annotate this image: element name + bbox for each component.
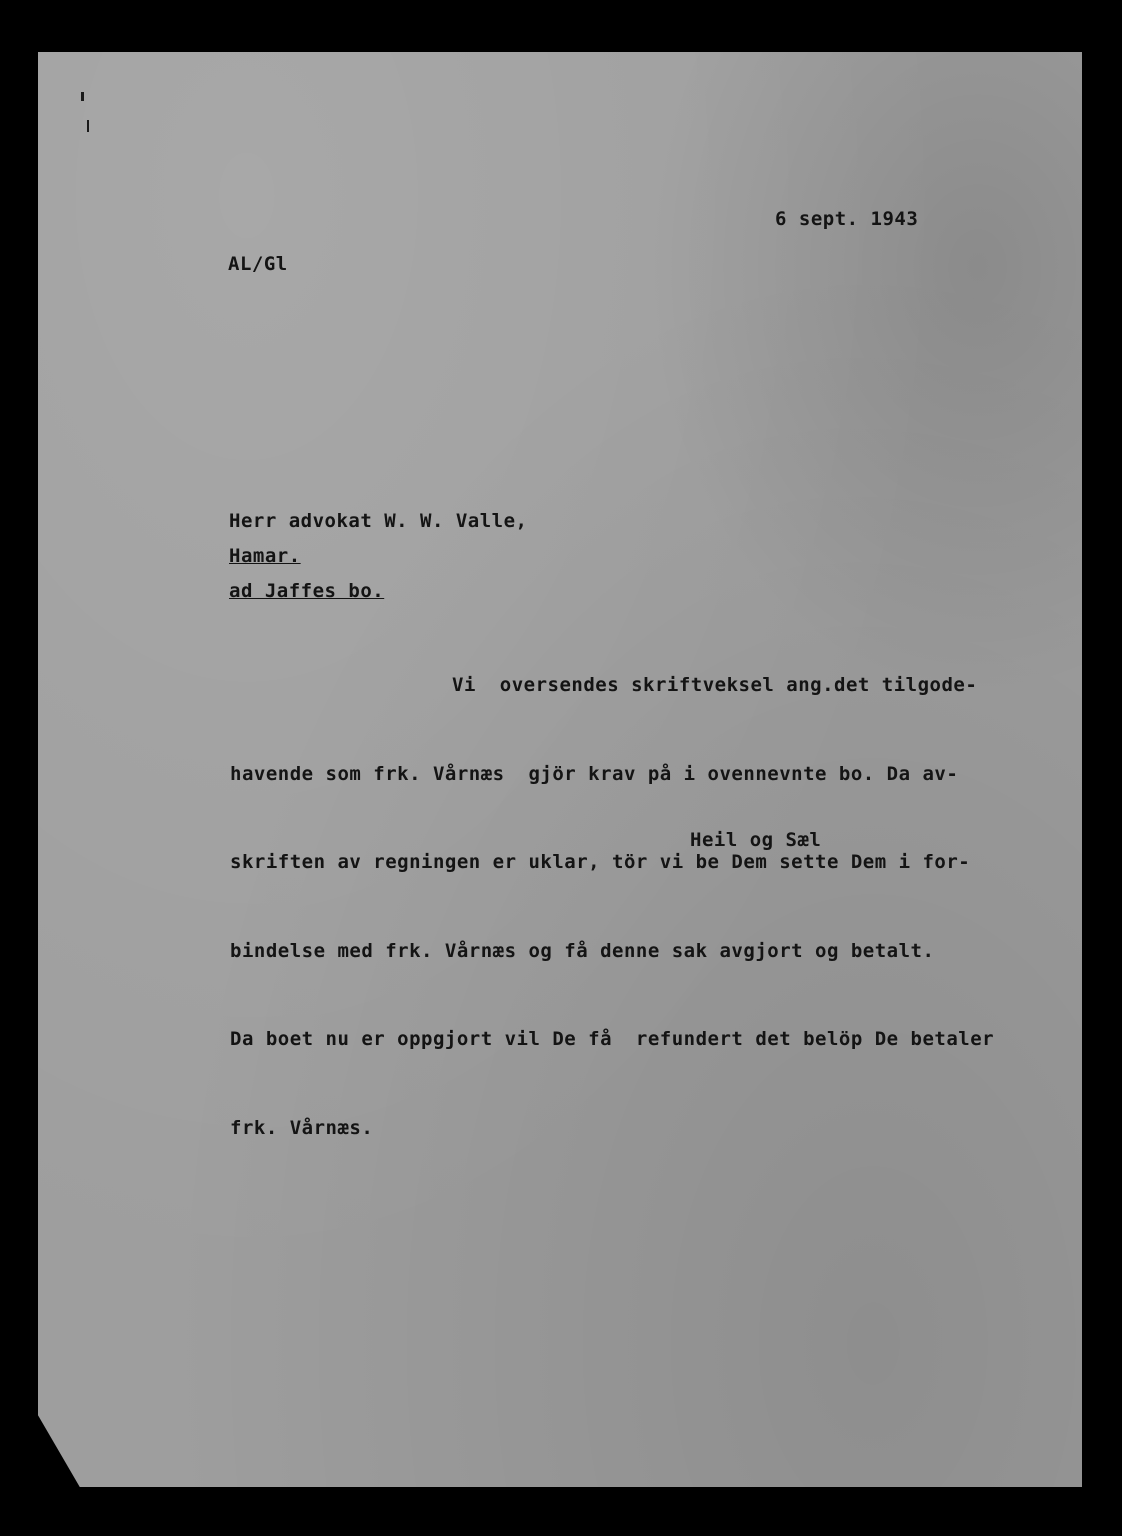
body-line: Da boet nu er oppgjort vil De få refundert det belöp De betaler bbox=[230, 1028, 995, 1050]
subject-line: ad Jaffes bo. bbox=[229, 580, 385, 602]
margin-mark bbox=[87, 120, 89, 132]
recipient-name: Herr advokat W. W. Valle, bbox=[229, 510, 528, 532]
body-line: havende som frk. Vårnæs gjör krav på i ovennevnte bo. Da av- bbox=[230, 762, 959, 785]
body-line: skriften av regningen er uklar, tör vi be Dem sette Dem i for- bbox=[230, 851, 971, 873]
body-line: frk. Vårnæs. bbox=[230, 1116, 374, 1139]
reference-code: AL/Gl bbox=[228, 253, 288, 275]
letter-body bbox=[230, 612, 994, 1202]
letter-date: 6 sept. 1943 bbox=[775, 208, 919, 230]
margin-mark bbox=[81, 92, 84, 101]
body-line: Vi oversendes skriftveksel ang.det tilgode- bbox=[452, 674, 978, 696]
closing-salutation: Heil og Sæl bbox=[690, 829, 822, 851]
recipient-city: Hamar. bbox=[229, 545, 301, 567]
body-line: bindelse med frk. Vårnæs og få denne sak avgjort og betalt. bbox=[230, 939, 935, 962]
